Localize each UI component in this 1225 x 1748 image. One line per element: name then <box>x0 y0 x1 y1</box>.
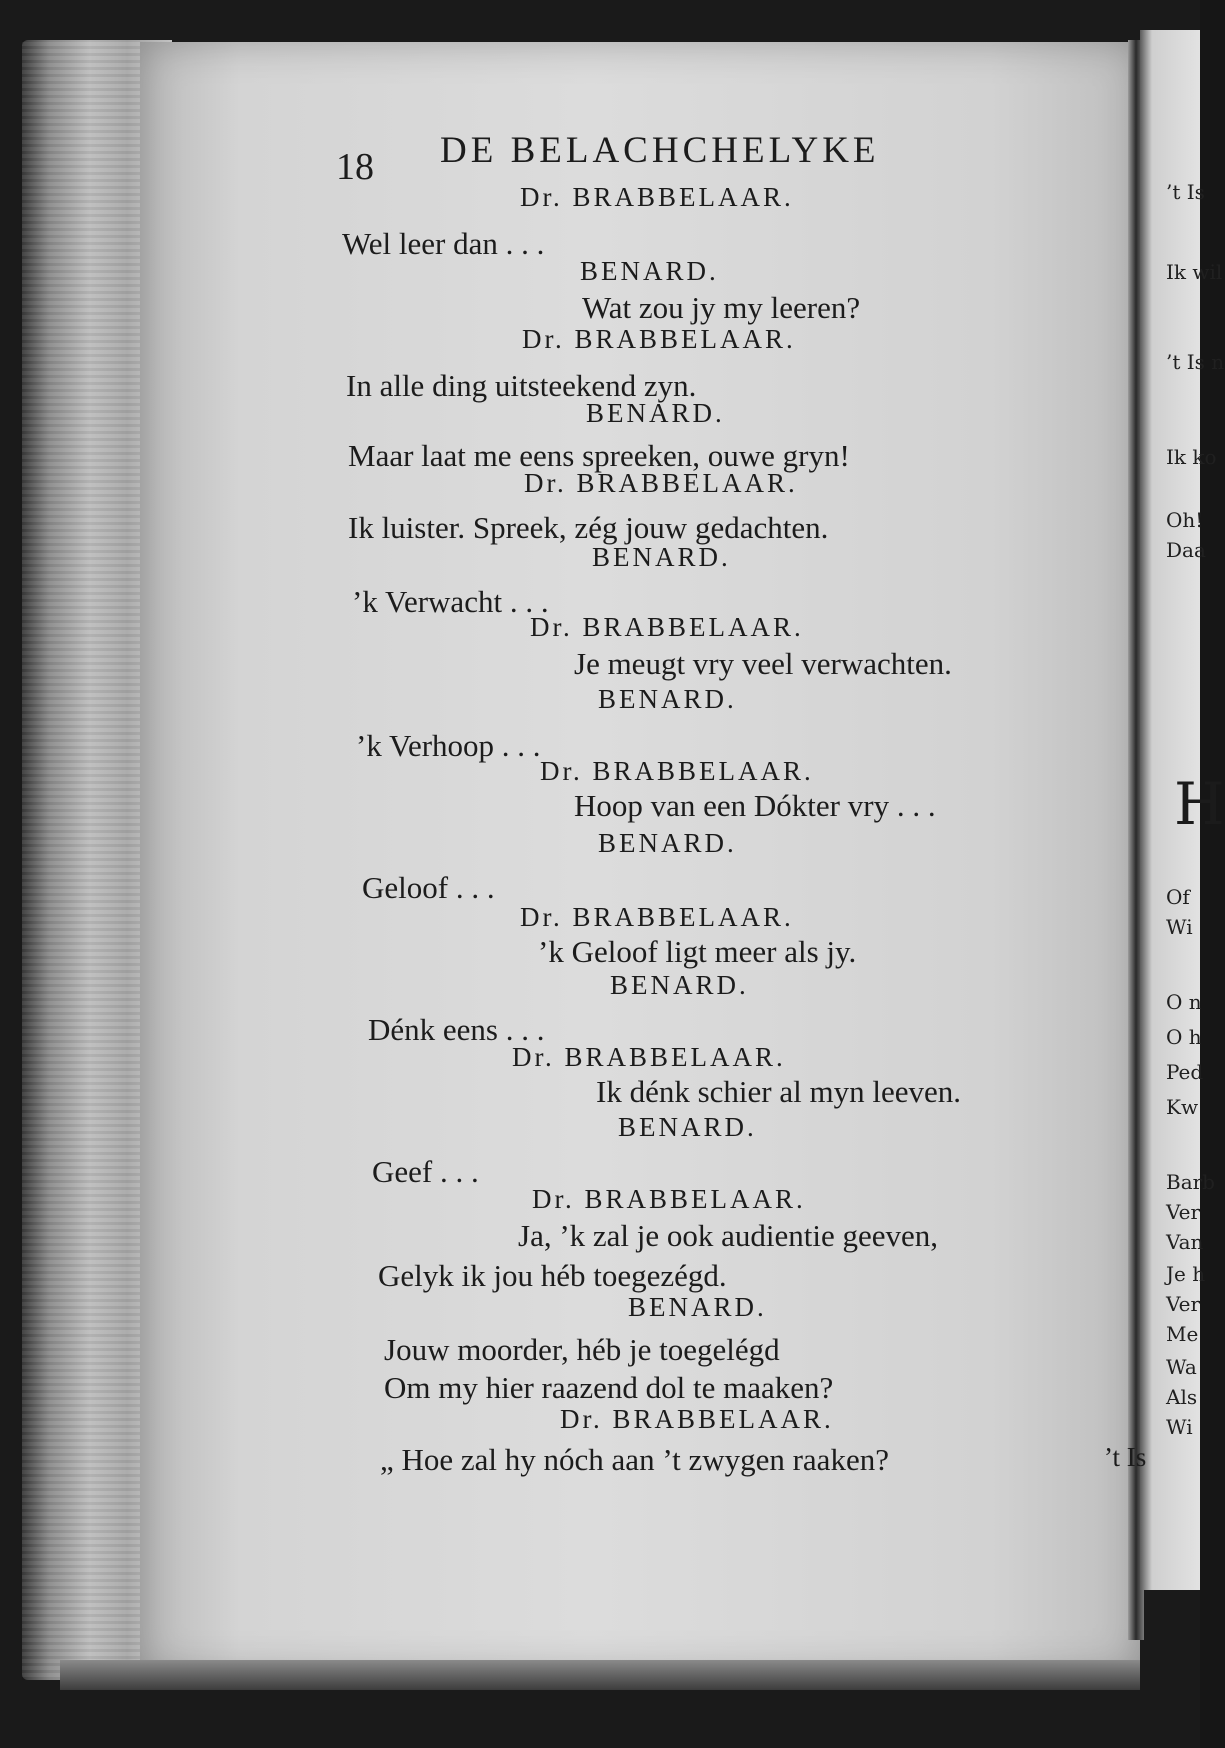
verse-line: Ik luister. Spreek, zég jouw gedachten. <box>348 510 829 545</box>
facing-fragment: ’t Is <box>1166 180 1205 204</box>
speaker-label: Dr. BRABBELAAR. <box>520 182 794 212</box>
speaker-label: Dr. BRABBELAAR. <box>512 1042 786 1072</box>
speaker-label: Dr. BRABBELAAR. <box>522 324 796 354</box>
facing-fragment: Je h <box>1166 1262 1206 1286</box>
speaker-label: Dr. BRABBELAAR. <box>530 612 804 642</box>
speaker-label: Dr. BRABBELAAR. <box>520 902 794 932</box>
verse-line: Ja, ’k zal je ook audientie geeven, <box>518 1218 939 1253</box>
speaker-label: BENARD. <box>586 398 725 428</box>
verse-line: Geloof . . . <box>362 870 495 905</box>
verse-line: Jouw moorder, héb je toegelégd <box>384 1332 780 1367</box>
verse-line: In alle ding uitsteekend zyn. <box>346 368 697 403</box>
facing-fragment: O h <box>1166 1025 1202 1049</box>
verse-line: ’k Geloof ligt meer als jy. <box>538 934 857 969</box>
speaker-label: BENARD. <box>592 542 731 572</box>
facing-fragment: Ik ko <box>1166 445 1217 469</box>
verse-line: Om my hier raazend dol te maaken? <box>384 1370 834 1405</box>
verse-line: ’k Verhoop . . . <box>356 728 541 763</box>
facing-fragment: Of <box>1166 885 1190 909</box>
verse-line: Gelyk ik jou héb toegezégd. <box>378 1258 727 1293</box>
verse-line: ’k Verwacht . . . <box>352 584 549 619</box>
facing-fragment: Ped <box>1166 1060 1204 1084</box>
facing-fragment: ’t Is n <box>1166 350 1225 374</box>
facing-fragment: Wa <box>1166 1355 1197 1379</box>
facing-fragment: Ik wil <box>1166 260 1223 284</box>
facing-fragment: Wi <box>1166 915 1193 939</box>
facing-fragment: Ver <box>1166 1292 1201 1316</box>
speaker-label: BENARD. <box>628 1292 767 1322</box>
verse-line: „ Hoe zal hy nóch aan ’t zwygen raaken? <box>380 1442 889 1477</box>
facing-fragment: Daa <box>1166 538 1206 562</box>
verse-line: Wat zou jy my leeren? <box>582 290 861 325</box>
speaker-label: Dr. BRABBELAAR. <box>560 1404 834 1434</box>
speaker-label: BENARD. <box>610 970 749 1000</box>
facing-fragment: Me <box>1166 1322 1199 1346</box>
speaker-label: Dr. BRABBELAAR. <box>540 756 814 786</box>
facing-drop-capital: H <box>1174 770 1225 838</box>
facing-fragment: O n <box>1166 990 1202 1014</box>
facing-fragment: Kw <box>1166 1095 1199 1119</box>
speaker-label: Dr. BRABBELAAR. <box>532 1184 806 1214</box>
facing-fragment: Oh! <box>1166 508 1204 532</box>
facing-fragment: Als <box>1166 1385 1198 1409</box>
facing-fragment: Wi <box>1166 1415 1193 1439</box>
verse-line: Ik dénk schier al myn leeven. <box>596 1074 961 1109</box>
speaker-label: BENARD. <box>598 828 737 858</box>
speaker-label: Dr. BRABBELAAR. <box>524 468 798 498</box>
speaker-label: BENARD. <box>580 256 719 286</box>
speaker-label: BENARD. <box>618 1112 757 1142</box>
page-number: 18 <box>336 146 374 188</box>
catchword: ’t Is <box>1104 1442 1147 1472</box>
verse-line: Geef . . . <box>372 1154 479 1189</box>
facing-fragment: Ver <box>1166 1200 1201 1224</box>
running-title: DE BELACHCHELYKE <box>440 130 880 171</box>
verse-line: Hoop van een Dókter vry . . . <box>574 788 936 823</box>
verse-line: Dénk eens . . . <box>368 1012 545 1047</box>
facing-fragment: Van <box>1166 1230 1204 1254</box>
speaker-label: BENARD. <box>598 684 737 714</box>
verse-line: Wel leer dan . . . <box>342 226 545 261</box>
verse-line: Maar laat me eens spreeken, ouwe gryn! <box>348 438 850 473</box>
facing-fragment: Barb <box>1166 1170 1215 1194</box>
verse-line: Je meugt vry veel verwachten. <box>574 646 952 681</box>
